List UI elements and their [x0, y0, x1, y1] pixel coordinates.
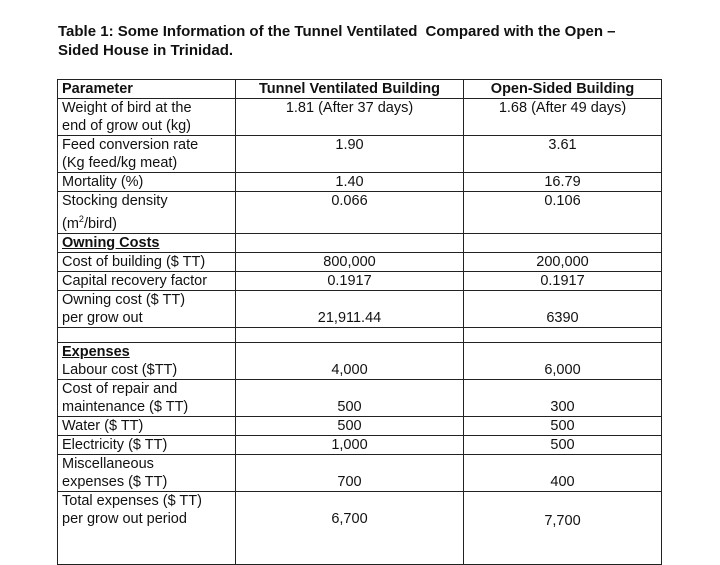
table-header-row [58, 80, 662, 99]
tunnel-cell: 1.81 (After 37 days) [236, 99, 464, 136]
param-cell: Mortality (%) [58, 173, 236, 192]
open-cell: 300 [464, 379, 662, 416]
open-cell: 6,000 [464, 342, 662, 379]
open-cell: 200,000 [464, 252, 662, 271]
tunnel-cell: 1.90 [236, 136, 464, 173]
param-cell: Feed conversion rate (Kg feed/kg meat) [58, 136, 236, 173]
caption-line2: Sided House in Trinidad. [58, 42, 234, 59]
tunnel-cell: 1.40 [236, 173, 464, 192]
table-row [58, 290, 662, 327]
table-row [58, 416, 662, 435]
table-caption [58, 22, 698, 60]
open-cell: 7,700 [464, 491, 662, 564]
tunnel-cell: 0.1917 [236, 271, 464, 290]
param-cell: Capital recovery factor [58, 271, 236, 290]
tunnel-cell: 6,700 [236, 491, 464, 564]
param-cell: Expenses Labour cost ($TT) [58, 342, 236, 379]
caption-line1b: Compared with the Open – [425, 23, 616, 40]
tunnel-cell: 700 [236, 454, 464, 491]
param-cell: Cost of repair and maintenance ($ TT) [58, 379, 236, 416]
open-cell: 500 [464, 435, 662, 454]
param-cell: Miscellaneous expenses ($ TT) [58, 454, 236, 491]
open-cell: 6390 [464, 290, 662, 327]
section-heading: Owning Costs [58, 233, 236, 252]
open-cell: 16.79 [464, 173, 662, 192]
header-open: Open-Sided Building [464, 80, 662, 99]
open-cell: 3.61 [464, 136, 662, 173]
table-row [58, 342, 662, 379]
open-cell: 400 [464, 454, 662, 491]
param-cell: Weight of bird at the end of grow out (kg) [58, 99, 236, 136]
table-row [58, 491, 662, 564]
param-cell: Owning cost ($ TT) per grow out [58, 290, 236, 327]
table-row [58, 136, 662, 173]
open-cell: 1.68 (After 49 days) [464, 99, 662, 136]
tunnel-cell: 500 [236, 416, 464, 435]
caption-line1a: Table 1: Some Information of the Tunnel Ventilated [58, 23, 418, 40]
param-cell: Water ($ TT) [58, 416, 236, 435]
open-cell: 0.106 [464, 192, 662, 234]
section-row-owning [58, 233, 662, 252]
tunnel-cell: 500 [236, 379, 464, 416]
param-cell: Stocking density $(m^2/bird)$ [58, 192, 236, 234]
param-cell: Cost of building ($ TT) [58, 252, 236, 271]
section-heading: Expenses [62, 343, 130, 360]
table-row [58, 173, 662, 192]
tunnel-cell: 4,000 [236, 342, 464, 379]
spacer-row [58, 327, 662, 342]
table-row [58, 192, 662, 234]
param-cell: Electricity ($ TT) [58, 435, 236, 454]
table-row [58, 379, 662, 416]
param-cell: Total expenses ($ TT) per grow out period [58, 491, 236, 564]
tunnel-cell: 0.066 [236, 192, 464, 234]
table-row [58, 454, 662, 491]
header-tunnel: Tunnel Ventilated Building [236, 80, 464, 99]
table-row [58, 99, 662, 136]
tunnel-cell: 1,000 [236, 435, 464, 454]
open-cell: 500 [464, 416, 662, 435]
open-cell: 0.1917 [464, 271, 662, 290]
tunnel-cell: 800,000 [236, 252, 464, 271]
header-parameter: Parameter [58, 80, 236, 99]
table-row [58, 271, 662, 290]
table-row [58, 435, 662, 454]
table-row [58, 252, 662, 271]
comparison-table [57, 79, 662, 565]
tunnel-cell: 21,911.44 [236, 290, 464, 327]
